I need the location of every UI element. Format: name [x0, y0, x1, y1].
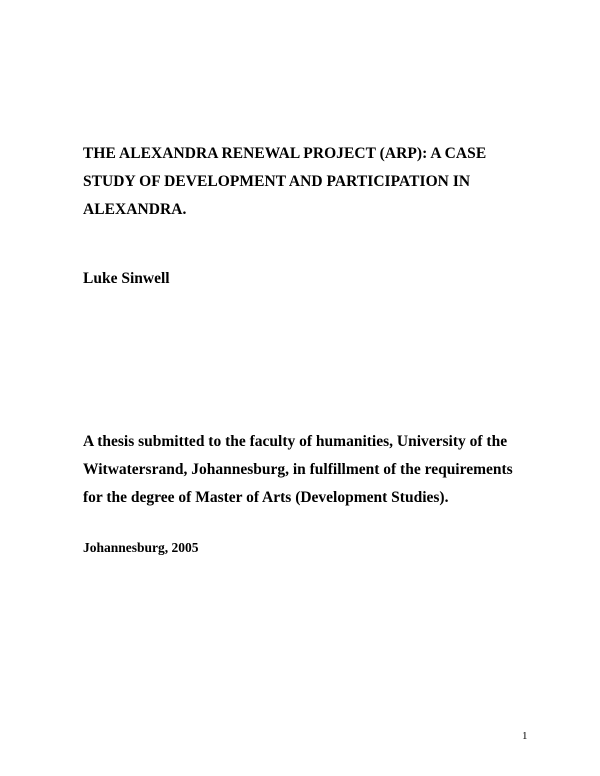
place-and-date: Johannesburg, 2005	[83, 540, 199, 555]
thesis-title	[83, 140, 543, 224]
statement-line-2: Witwatersrand, Johannesburg, in fulfillment of the requirements	[83, 461, 513, 478]
statement-line-1: A thesis submitted to the faculty of humanities, University of the	[83, 433, 508, 450]
submission-statement	[83, 428, 553, 512]
title-line-3: ALEXANDRA.	[83, 201, 187, 218]
page-number: 1	[522, 730, 528, 742]
statement-line-3: for the degree of Master of Arts (Development Studies).	[83, 489, 449, 506]
title-line-1: THE ALEXANDRA RENEWAL PROJECT (ARP): A CASE	[83, 145, 487, 162]
title-line-2: STUDY OF DEVELOPMENT AND PARTICIPATION IN	[83, 173, 471, 190]
author-name: Luke Sinwell	[83, 270, 170, 287]
